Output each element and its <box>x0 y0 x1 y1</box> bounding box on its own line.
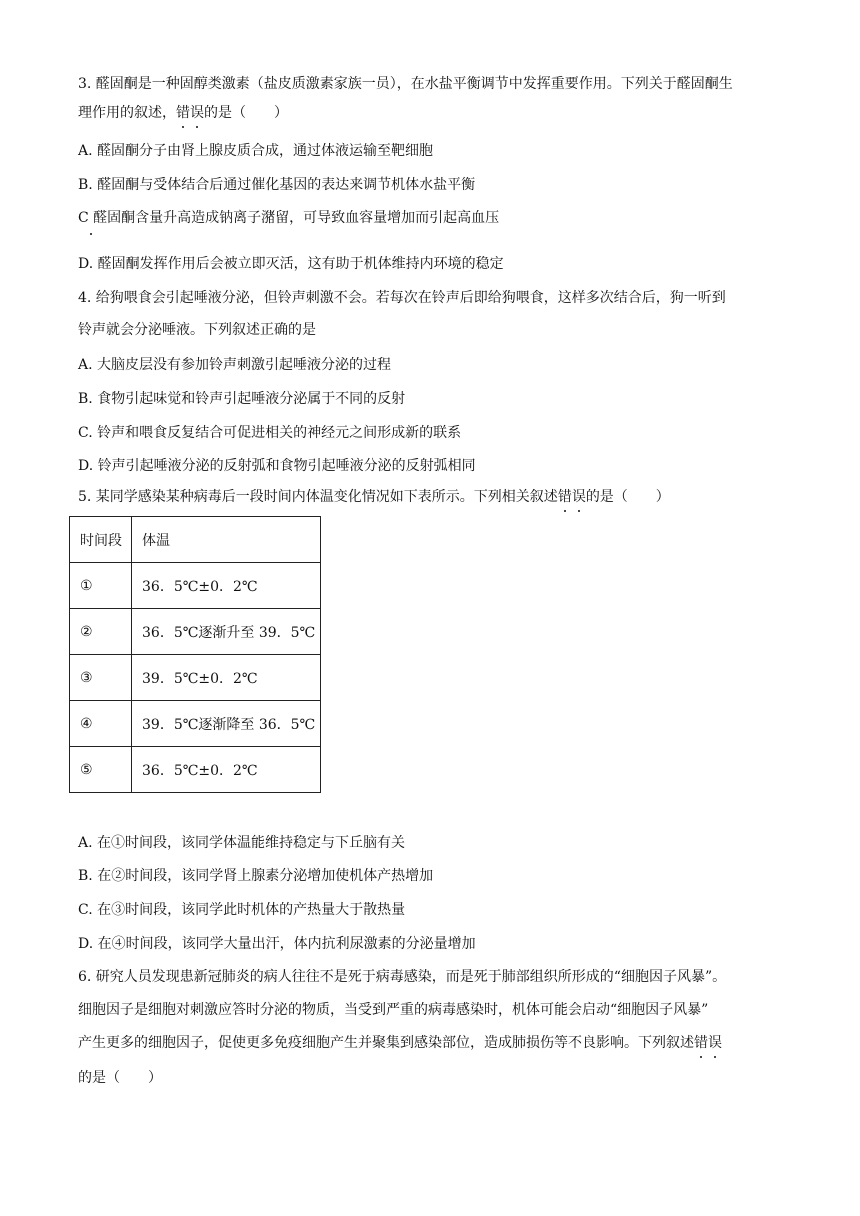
q3-stem-text: 的是（ ） <box>204 105 288 121</box>
table-row <box>70 747 321 793</box>
q4-option-a: A. 大脑皮层没有参加铃声刺激引起唾液分泌的过程 <box>78 357 392 373</box>
q3-stem-line-2 <box>78 103 288 123</box>
q4-option-d: D. 铃声引起唾液分泌的反射弧和食物引起唾液分泌的反射弧相同 <box>78 458 476 474</box>
q3-option-d: D. 醛固酮发挥作用后会被立即灭活，这有助于机体维持内环境的稳定 <box>78 256 504 272</box>
table-row <box>70 609 321 655</box>
emphasis-char: 误 <box>190 105 204 121</box>
table-row <box>70 701 321 747</box>
table-cell: ③ <box>70 655 132 701</box>
q6-stem-line-4: 的是（ ） <box>78 1070 162 1086</box>
q5-option-a: A. 在①时间段，该同学体温能维持稳定与下丘脑有关 <box>78 835 406 851</box>
table-cell: ④ <box>70 701 132 747</box>
emphasis-char: 错 <box>557 489 572 505</box>
emphasis-char: 误 <box>708 1035 722 1051</box>
table-cell: 36．5℃逐渐升至 39．5℃ <box>132 609 321 655</box>
q6-stem-line-3 <box>78 1033 722 1053</box>
q4-stem-line-1: 4. 给狗喂食会引起唾液分泌，但铃声刺激不会。若每次在铃声后即给狗喂食，这样多次结合后，狗一听到 <box>78 290 726 306</box>
q6-stem-text: 产生更多的细胞因子，促使更多免疫细胞产生并聚集到感染部位，造成肺损伤等不良影响。下列叙述 <box>78 1035 694 1051</box>
q3-stem-text: 理作用的叙述， <box>78 105 176 121</box>
q3-stem-line-1: 3. 醛固酮是一种固醇类激素（盐皮质激素家族一员），在水盐平衡调节中发挥重要作用。下列关于醛固酮生 <box>78 76 733 92</box>
emphasis-char: 错 <box>694 1035 708 1051</box>
stray-dot-mark <box>90 233 92 235</box>
q5-option-b: B. 在②时间段，该同学肾上腺素分泌增加使机体产热增加 <box>78 868 434 884</box>
q6-stem-line-1: 6. 研究人员发现患新冠肺炎的病人往往不是死于病毒感染，而是死于肺部组织所形成的“细胞因子风暴”。 <box>78 969 727 985</box>
table-cell: ② <box>70 609 132 655</box>
q4-option-b: B. 食物引起味觉和铃声引起唾液分泌属于不同的反射 <box>78 391 406 407</box>
table-cell: 36．5℃±0．2℃ <box>132 563 321 609</box>
table-row <box>70 655 321 701</box>
table-cell: ① <box>70 563 132 609</box>
emphasis-char: 误 <box>571 489 586 505</box>
q5-stem-text: 的是（ ） <box>585 489 670 505</box>
table-row <box>70 563 321 609</box>
q3-option-b: B. 醛固酮与受体结合后通过催化基因的表达来调节机体水盐平衡 <box>78 177 476 193</box>
table-cell: ⑤ <box>70 747 132 793</box>
q5-option-d: D. 在④时间段，该同学大量出汗，体内抗利尿激素的分泌量增加 <box>78 936 476 952</box>
q3-option-c: C 醛固酮含量升高造成钠离子潴留，可导致血容量增加而引起高血压 <box>78 210 500 226</box>
q5-stem <box>78 487 670 507</box>
table-header-cell: 体温 <box>132 517 321 563</box>
table-header-row <box>70 517 321 563</box>
q6-stem-line-2: 细胞因子是细胞对刺激应答时分泌的物质，当受到严重的病毒感染时，机体可能会启动“细胞因子风暴” <box>78 1002 709 1018</box>
q5-stem-text: 5. 某同学感染某种病毒后一段时间内体温变化情况如下表所示。下列相关叙述 <box>78 489 558 505</box>
q5-option-c: C. 在③时间段，该同学此时机体的产热量大于散热量 <box>78 902 406 918</box>
table-cell: 36．5℃±0．2℃ <box>132 747 321 793</box>
temperature-table <box>69 516 321 793</box>
q3-option-a: A. 醛固酮分子由肾上腺皮质合成，通过体液运输至靶细胞 <box>78 143 434 159</box>
emphasis-char: 错 <box>176 105 190 121</box>
q4-option-c: C. 铃声和喂食反复结合可促进相关的神经元之间形成新的联系 <box>78 425 462 441</box>
table-header-cell: 时间段 <box>70 517 132 563</box>
table-cell: 39．5℃逐渐降至 36．5℃ <box>132 701 321 747</box>
table-cell: 39．5℃±0．2℃ <box>132 655 321 701</box>
q4-stem-line-2: 铃声就会分泌唾液。下列叙述正确的是 <box>78 322 316 338</box>
